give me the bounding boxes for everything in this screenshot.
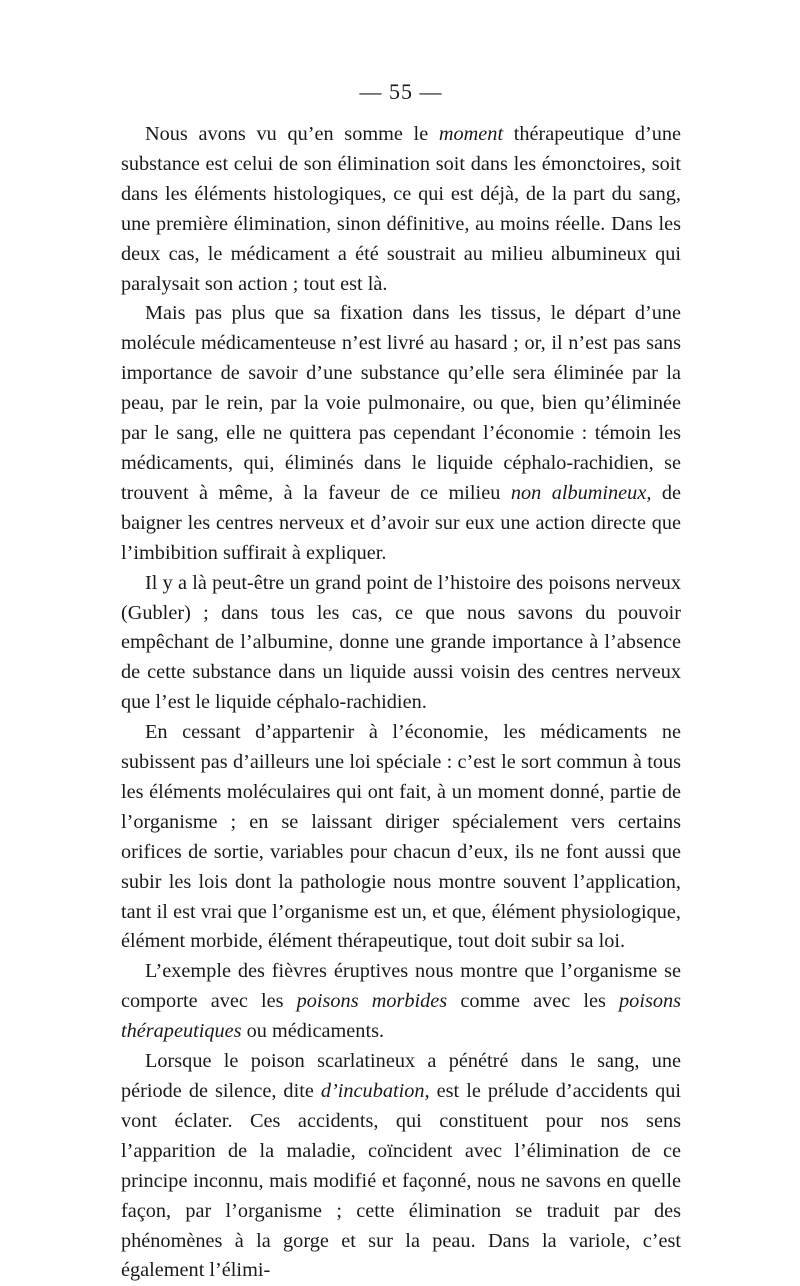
italic-segment: non albumineux, <box>510 481 652 504</box>
text-segment: de baigner les centres nerveux et d’avoir sur eux une action directe que l’imbibition suffirait à expliquer. <box>121 481 682 564</box>
text-segment: Nous avons vu qu’en somme le <box>145 123 439 145</box>
text-segment: ou médicaments. <box>241 1020 385 1043</box>
text-segment: L’exemple des fièvres éruptives nous montre que l’organisme se comporte avec les <box>121 960 681 1013</box>
page-number: — 55 — <box>359 79 443 104</box>
paragraph <box>121 120 681 299</box>
text-segment: En cessant d’appartenir à l’économie, les médicaments ne subissent pas d’ailleurs une loi spéciale : c’est le sort commun à tous les éléments moléculaires qui ont fait, à un moment donné, partie de l’organisme ; en se laissant diriger spécialement vers certains orifices de sortie, variables pour chacun d’eux, ils ne font aussi que subir les lois dont la pathologie nous montre souvent l’application, tant il est vrai que l’organisme est un, et que, élément physiologique, élément morbide, élément thérapeutique, tout doit subir sa loi. <box>121 721 681 953</box>
text-segment: comme avec les <box>447 990 620 1013</box>
italic-segment: poisons morbides <box>296 990 448 1013</box>
paragraph <box>121 957 681 1047</box>
book-page <box>121 78 681 1286</box>
text-segment: Mais pas plus que sa fixation dans les tissus, le départ d’une molécule médicamenteuse n’est livré au hasard ; or, il n’est pas sans importance de savoir d’une substance qu’elle sera éliminée par la peau, par le rein, par la voie pulmonaire, ou que, bien qu’éliminée par le sang, elle ne quittera pas cependant l’économie : témoin les médicaments, qui, éliminés dans le liquide céphalo-rachidien, se trouvent à même, à la faveur de ce milieu <box>121 302 681 504</box>
paragraph <box>121 299 681 568</box>
paragraph <box>121 718 681 957</box>
body-text <box>121 120 681 1286</box>
text-segment: Il y a là peut-être un grand point de l’histoire des poisons nerveux (Gubler) ; dans tous les cas, ce que nous savons du pouvoir empêchant de l’albumine, donne une grande importance à l’absence de cette substance dans un liquide aussi voisin des centres nerveux que l’est le liquide céphalo-rachidien. <box>121 571 681 714</box>
paragraph <box>121 1047 681 1286</box>
text-segment: est le prélude d’accidents qui vont éclater. Ces accidents, qui constituent pour nos sens l’apparition de la maladie, coïncident avec l’élimination de ce principe inconnu, mais modifié et façonné, nous ne savons en quelle façon, par l’organisme ; cette élimination se traduit par des phénomènes à la gorge et sur la peau. Dans la variole, c’est également l’élimi- <box>121 1080 682 1282</box>
text-segment: Lorsque le poison scarlatineux a pénétré dans le sang, une période de silence, dite <box>121 1050 681 1102</box>
italic-segment: d’incubation, <box>320 1080 430 1102</box>
paragraph <box>121 569 681 719</box>
text-segment: thérapeutique d’une substance est celui de son élimination soit dans les émonctoires, soit dans les éléments histologiques, ce qui est déjà, de la part du sang, une première élimination, sinon définitive, au moins réelle. Dans les deux cas, le médicament a été soustrait au milieu albumineux qui paralysait son action ; tout est là. <box>121 123 681 295</box>
italic-segment: moment <box>438 123 504 145</box>
italic-segment: poisons thérapeutiques <box>121 990 682 1043</box>
